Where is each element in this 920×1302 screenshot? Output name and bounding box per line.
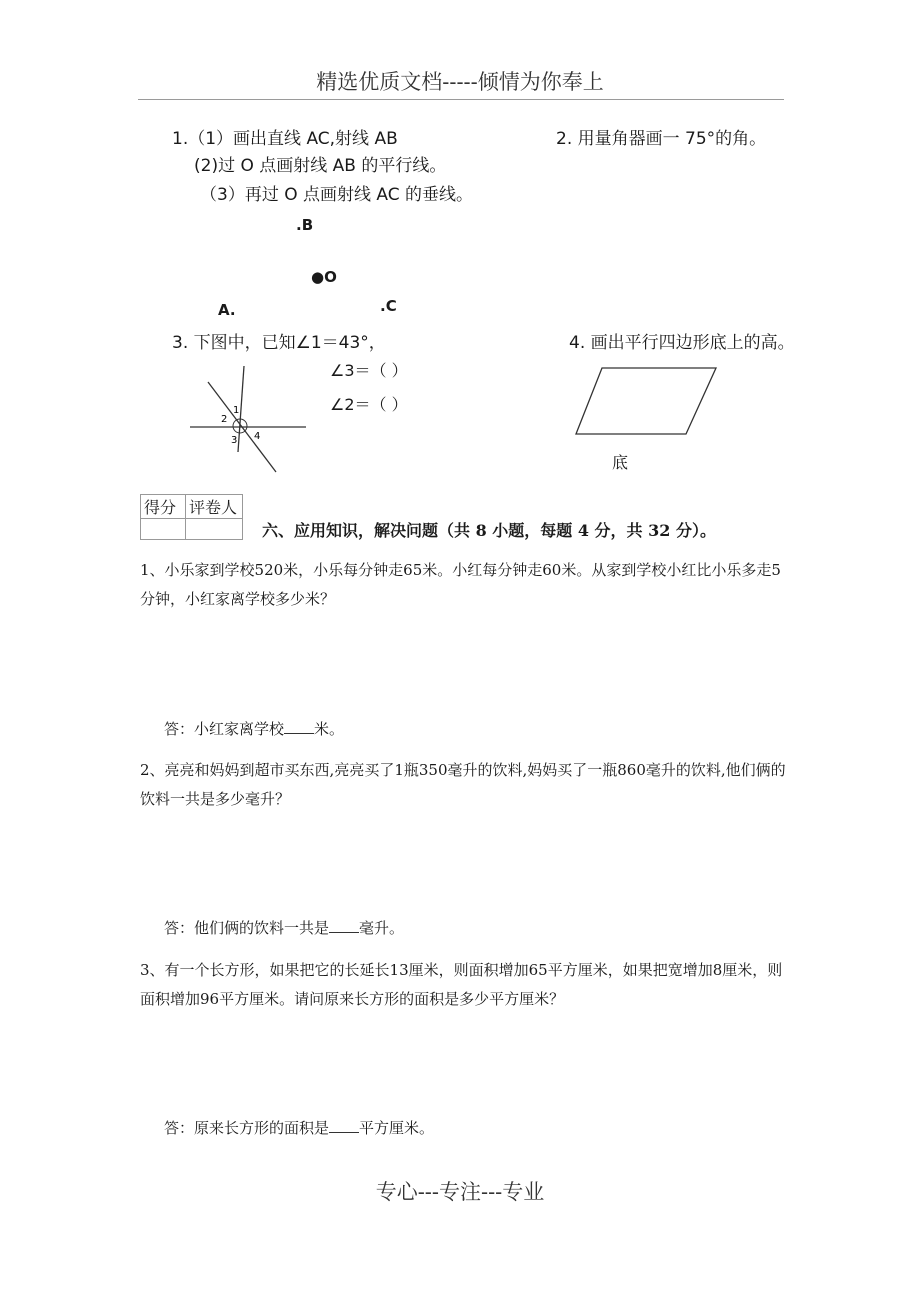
parallelogram [576, 368, 716, 434]
page-header: 精选优质文档-----倾情为你奉上 [316, 70, 604, 94]
problem-2-text: 2、亮亮和妈妈到超市买东西,亮亮买了1瓶350毫升的饮料,妈妈买了一瓶860毫升的饮料,他们俩的饮料一共是多少毫升？ [140, 761, 786, 808]
q3-angle2-answer: ∠2＝（ ） [330, 395, 408, 414]
angle-figure [186, 364, 310, 474]
point-o: ●O [311, 268, 337, 286]
parallelogram-figure [570, 362, 722, 442]
header-divider [138, 99, 784, 100]
point-b: .B [296, 216, 314, 234]
answer-blank[interactable] [284, 719, 314, 734]
score-table [140, 494, 243, 540]
base-label: 底 [612, 453, 629, 472]
answer-suffix: 毫升。 [359, 919, 405, 937]
problem-2-answer [164, 917, 404, 938]
angle-label-4: 4 [254, 431, 261, 442]
q4-text: 4. 画出平行四边形底上的高。 [569, 333, 795, 353]
q2-text: 2. 用量角器画一 75°的角。 [556, 129, 767, 149]
point-c: .C [380, 297, 397, 315]
reviewer-header: 评卷人 [186, 495, 243, 519]
q3-angle3-answer: ∠3＝（ ） [330, 361, 408, 380]
q1-line3: （3）再过 O 点画射线 AC 的垂线。 [200, 185, 474, 205]
answer-suffix: 平方厘米。 [359, 1119, 435, 1137]
score-cell[interactable] [141, 519, 186, 540]
problem-1-answer [164, 718, 344, 739]
answer-suffix: 米。 [314, 720, 345, 738]
answer-blank[interactable] [329, 1118, 359, 1133]
reviewer-cell[interactable] [186, 519, 243, 540]
answer-prefix: 答：小红家离学校 [164, 720, 285, 738]
page-footer: 专心---专注---专业 [375, 1180, 545, 1204]
score-header: 得分 [141, 495, 186, 519]
q1-line2: (2)过 O 点画射线 AB 的平行线。 [194, 156, 447, 176]
answer-prefix: 答：原来长方形的面积是 [164, 1119, 330, 1137]
point-a: A. [218, 301, 236, 319]
q1-line1: 1.（1）画出直线 AC,射线 AB [172, 129, 398, 149]
q3-text: 3. 下图中，已知∠1＝43°， [172, 333, 386, 353]
angle-label-1: 1 [233, 405, 240, 416]
answer-prefix: 答：他们俩的饮料一共是 [164, 919, 330, 937]
problem-3-text: 3、有一个长方形，如果把它的长延长13厘米，则面积增加65平方厘米，如果把宽增加8厘米，则面积增加96平方厘米。请问原来长方形的面积是多少平方厘米？ [140, 961, 783, 1008]
section-title: 六、应用知识，解决问题（共 8 小题，每题 4 分，共 32 分）。 [262, 521, 716, 540]
angle-label-2: 2 [221, 414, 228, 425]
problem-3-answer [164, 1117, 434, 1138]
angle-label-3: 3 [231, 435, 238, 446]
answer-blank[interactable] [329, 918, 359, 933]
problem-1-text: 1、小乐家到学校520米，小乐每分钟走65米。小红每分钟走60米。从家到学校小红比小乐多走5分钟，小红家离学校多少米？ [140, 561, 781, 608]
